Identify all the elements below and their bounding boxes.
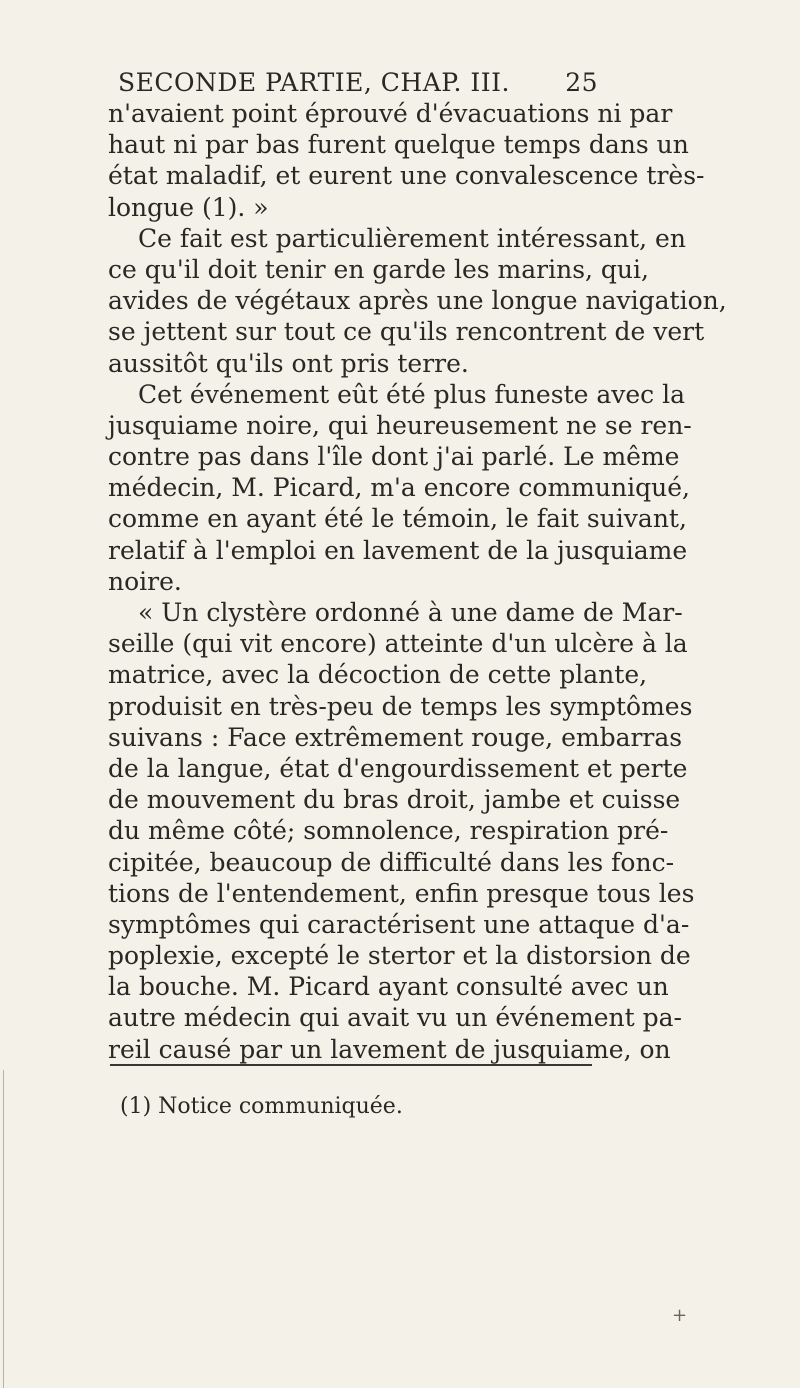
text-line: symptômes qui caractérisent une attaque d'a- <box>108 909 690 939</box>
text-line: reil causé par un lavement de jusquiame, on <box>108 1034 671 1064</box>
body-text <box>108 98 727 1065</box>
text-line: relatif à l'emploi en lavement de la jusquiame <box>108 535 688 565</box>
text-line: tions de l'entendement, enfin presque tous les <box>108 878 695 908</box>
text-line: Cet événement eût été plus funeste avec la <box>138 379 686 409</box>
text-line: n'avaient point éprouvé d'évacuations ni par <box>108 99 673 128</box>
text-line: Ce fait est particulièrement intéressant, en <box>138 223 686 253</box>
running-header <box>118 68 598 97</box>
text-line: haut ni par bas furent quelque temps dans un <box>108 130 689 160</box>
text-line: état maladif, et eurent une convalescence très- <box>108 161 705 191</box>
text-line: de la langue, état d'engourdissement et perte <box>108 753 688 783</box>
text-line: cipitée, beaucoup de difficulté dans les fonc- <box>108 847 675 877</box>
text-line: de mouvement du bras droit, jambe et cuisse <box>108 785 681 815</box>
text-line: suivans : Face extrêmement rouge, embarras <box>108 722 683 752</box>
footnote-rule <box>110 1064 592 1066</box>
text-line: produisit en très-peu de temps les symptômes <box>108 691 693 721</box>
text-line: du même côté; somnolence, respiration pré- <box>108 816 669 846</box>
text-line: noire. <box>108 566 182 596</box>
page-number: 25 <box>565 68 598 97</box>
text-line: comme en ayant été le témoin, le fait suivant, <box>108 504 687 534</box>
text-line: « Un clystère ordonné à une dame de Mar- <box>138 598 683 627</box>
text-line: ce qu'il doit tenir en garde les marins, qui, <box>108 254 649 284</box>
page-edge-shadow <box>3 1070 4 1388</box>
text-line: matrice, avec la décoction de cette plante, <box>108 660 648 690</box>
text-line: médecin, M. Picard, m'a encore communiqué, <box>108 473 690 503</box>
text-line: autre médecin qui avait vu un événement pa- <box>108 1003 682 1033</box>
text-line: seille (qui vit encore) atteinte d'un ulcère à la <box>108 629 688 659</box>
text-line: aussitôt qu'ils ont pris terre. <box>108 348 469 378</box>
text-line: se jettent sur tout ce qu'ils rencontrent de vert <box>108 317 705 347</box>
text-line: poplexie, excepté le stertor et la distorsion de <box>108 941 691 971</box>
text-line: avides de végétaux après une longue navigation, <box>108 286 727 316</box>
stray-mark: + <box>672 1305 688 1326</box>
text-line: jusquiame noire, qui heureusement ne se ren- <box>108 410 692 440</box>
running-title: SECONDE PARTIE, CHAP. III. <box>118 68 510 97</box>
text-line: longue (1). » <box>108 192 269 222</box>
footnote: (1) Notice communiquée. <box>120 1094 403 1119</box>
text-line: la bouche. M. Picard ayant consulté avec un <box>108 972 669 1002</box>
text-line: contre pas dans l'île dont j'ai parlé. Le même <box>108 442 680 472</box>
